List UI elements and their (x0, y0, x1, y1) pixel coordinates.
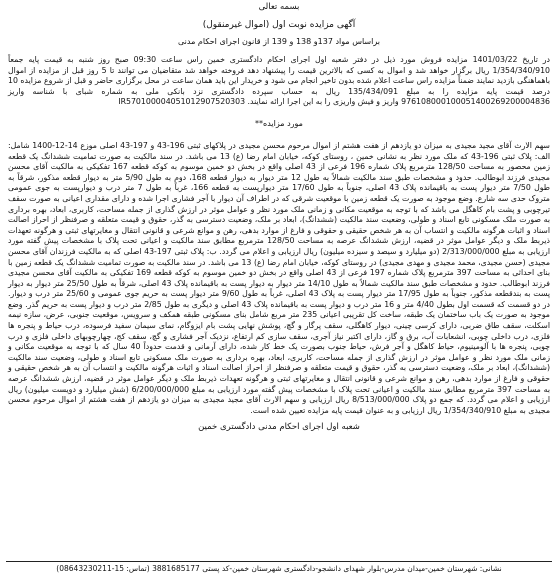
issuing-authority-signature: شعبه اول اجرای احکام مدنی دادگستری خمین (198, 422, 360, 433)
intro-paragraph: در تاریخ 1401/03/22 مزایده فروش مورد ذیل در دفتر شعبه اول اجرای احکام دادگستری خمین راس ساعت 09:30 صبح روز شنبه به قیمت پایه جمعاً 1/354/340/910 ریال برگزار خواهد شد و اموال به کسی که بالاترین قیمت را پیشنهاد دهد فروخته خواهد شد متقاضیان می توانند تا 5 روز قبل از مزایده از اموال باهماهنگی بازدید نمایند ضمناً مزایده راس ساعت اعلام شده بدون تاخیر انجام می شود و خریدار این باید همان ساعت در محل برگزاری حاضر و قبل از شروع مزایده 10 درصد قیمت پایه مزایده را به مبلغ 135/434/091 ریال به حساب سپرده دادگستری نزد بانکی ملی به شماره شبای با شناسه واریز 976108000100051400269200004836 واریز و فیش واریزی را به این اجرا ارائه نمایند. IR570100004051012907520303 (8, 55, 550, 107)
bismillah-heading: بسمه تعالی (258, 2, 300, 12)
auction-notice-page (6, 2, 552, 576)
auction-item-description: سهم الارث آقای مجید مجیدی به میزان دو یازدهم از هفت هشتم از اموال مرحوم محسن مجیدی در پلاکهای ثبتی 196-43 و 197-43 اصلی موزع 14-12-1400 شامل: الف: پلاک ثبتی 196-43 که ملک مورد نظر به نشانی خمین ، روستای کوکه، خیابان امام رضا (ع) 13 می باشد. در سند مالکیت به صورت تمامیت ششدانگ یک قطعه زمین محصور به مساحت 128/50 مترمربع پلاک شماره 196 فرعی از 43 اصلی واقع در بخش دو خمین موسوم به کوکه قطعه 167 تفکیکی به مالکیت آقای محسن مجیدی فرزند ابوطالب. حدود و مشخصات طبق سند مالکیت شمالاً به طول 12 متر دیوار به دیوار قطعه 168، دوم به طول 5/90 متر به دیوار قطعه مذکور، شرقاً به طول 7/50 متر دیوار پست به باقیمانده پلاک 43 اصلی، جنوباً به طول 17/60 متر دیوارپست به قطعه 166، غرباً به طول 7 متر درب و دیوارپست به جوی عمومی متروک حدی سه شارع. وضع موجود به صورت یک قطعه زمین با موقعیت شرقی که در اطراف آن دیوار با آجر فشاری اجرا شده و دارای مقداری اعیانی به صورت سقف تیرچوبی و پشت بام کاهگل می باشد که با توجه به موقعیت مکانی و زمانی ملک مورد نظر و عوامل موثر در ارزش گذاری از جمله مساحت، کاربری، ابعاد، بهره برداری به صورت ملک مسکونی تابع اسناد و طولی، وضعیت سند مالکیت (ششدانگ)، ابعاد بر ملک، وضعیت دسترسی به گذر، حقوق و قیمت متعلقه و صرفنظر از احراز اصالت اسناد و اثبات هرگونه مالکیت و انتساب آن به هر شخص حقیقی و حقوقی و فارغ از موارد بدهی، رهن و موانع شرعی و قانونی انتقال و مغایرتهای ثبتی و هرگونه تعهدات ذیربط ملک و دیگر عوامل موثر در قضیه، ارزش ششدانگ عرصه به مساحت 128/50 مترمربع مطابق سند مالکیت و اعیانی تحت پلاک با مشخصات پیش گفته مورد ارزیابی به مبلغ 2/313/000/000 (دو میلیارد و سیصد و سیزده میلیون) ریال ارزیابی و اعلام می گردد. ب: پلاک ثبتی 197-43 اصلی که به مالکیت فرزندان آقای محسن مجیدی (حسن مجیدی، محمد مجیدی و مهدی مجیدی) در روستای کوکه، خیابان امام رضا (ع) 13 می باشد. در سند مالکیت به صورت تمامیت ششدانگ یک قطعه زمین با بنای احداثی به مساحت 397 مترمربع پلاک شماره 197 فرعی از 43 اصلی واقع در بخش دو خمین موسوم به کوکه قطعه 169 تفکیکی به مالکیت آقای محسن مجیدی فرزند ابوطالب. حدود و مشخصات طبق سند مالکیت شمالاً به طول 14/10 متر دیوار به دیوار پست به باقیمانده پلاک 43 اصلی، شرقاً به طول 25/50 متر دیوار به دیوار پست به بندقطعه مذکور، جنوباً به طول 17/95 متر دیوار پست به پلاک 43 اصلی، غرباً به طول 9/60 متر دیوار پست به حریم جوی عمومی و 25/60 متر درب و دیوار. در دو قسمت که قسمت اول بطول 4/40 متر و 16 متر درب و دیوار پست به باقیمانده پلاک 43 اصلی و دیگری به طول 2/85 متر درب و دیوار پست به حریم گذر. وضع موجود به صورت یک باب ساختمان یک طبقه، ساخت کل تقریبی اعیانی 235 متر مربع شامل بنای مسکونی طبقه همکف و سرویس، موقعیت جنوبی، عرض، سازه نیمه اسکلت، سقف طاق ضربی، دارای کرسی چینی، دیوار کاهگلی، سقف پرگار و گچ، پوشش نهایی پشت بام ایزوگام، نمای سیمان سفید فرسوده، درب حیاط و پنجره ها فلزی، درب داخلی چوبی، انشعابات آب، برق و گاز، دارای اکتبر نیاز آجری، سقف سازی کم ارتفاع، نزدیک آجر فشاری و گچ، سقف کج، چهارچوبهای داخلی فلزی و درب چوبی، پنجره ها با آلومینیوم، حیاط کاهگل و آجر فرش، حیاط جنوب بصورت یک خط کار شده، دارای آرمانی و قدمت حدوداً 40 سال که با توجه به موقعیت مکانی و زمانی ملک مورد نظر و عوامل موثر در ارزش گذاری از جمله مساحت، کاربری، ابعاد، بهره برداری به صورت ملک مسکونی تابع اسناد و طولی، وضعیت سند مالکیت (ششدانگ)، ابعاد بر ملک، وضعیت دسترسی به گذر، حقوق و قیمت متعلقه و صرفنظر از احراز اصالت اسناد و اثبات هرگونه مالکیت و انتساب آن به هر شخص حقیقی و حقوقی و فارغ از موارد بدهی، رهن و موانع شرعی و قانونی انتقال و مغایرتهای ثبتی و هرگونه تعهدات ذیربط ملک و دیگر عوامل موثر در قضیه، ارزش ششدانگ عرصه به مساحت 397 مترمربع مطابق سند مالکیت و اعیانی تحت پلاک با مشخصات پیش گفته مورد ارزیابی به مبلغ 6/200/000/000 (شش میلیارد و دویست میلیون) ریال ارزیابی و اعلام می گردد. که جمع دو پلاک 8/513/000/000 ریال ارزیابی و سهم الارث آقای مجید مجیدی به میزان دو یازدهم از هفت هشتم از اموال مرحوم محسن مجیدی به مبلغ 1/354/340/910 ریال ارزیابی و به عنوان قیمت پایه مزایده تعیین شده است. (8, 140, 551, 415)
notice-title: آگهی مزایده نوبت اول (اموال غیرمنقول) (202, 20, 356, 30)
auction-item-heading: مورد مزایده** (255, 118, 303, 128)
address-footer: نشانی: شهرستان خمین-میدان مدرس-بلوار شهدای دانشجو-دادگستری شهرستان خمین-کد پستی 3881685177 (تماس: 15-08643230211) (6, 561, 552, 574)
notice-subtitle: براساس مواد 137و 138 و 139 از قانون اجرای احکام مدنی (178, 37, 380, 46)
